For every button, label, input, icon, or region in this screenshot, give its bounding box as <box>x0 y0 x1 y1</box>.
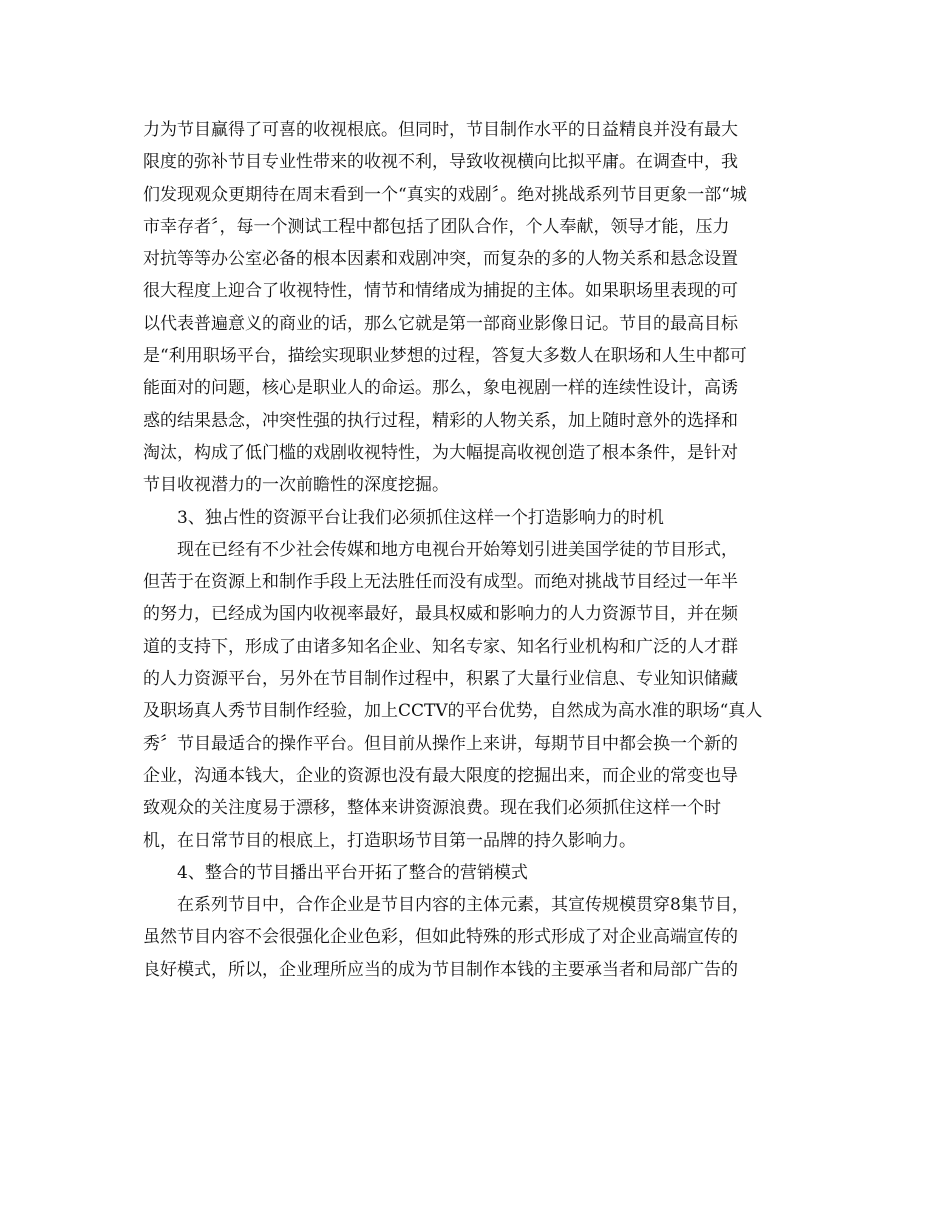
text-line: 良好模式，所以，企业理所应当的成为节目制作本钱的主要承当者和局部广告的 <box>143 959 738 980</box>
text-line: 节目收视潜力的一次前瞻性的深度挖掘。 <box>143 475 449 496</box>
text-line: 淘汰，构成了低门槛的戏剧收视特性，为大幅提高收视创造了根本条件，是针对 <box>143 442 738 463</box>
text-line: 及职场真人秀节目制作经验，加上CCTV的平台优势，自然成为高水准的职场“真人 <box>143 701 763 722</box>
text-line: 的人力资源平台，另外在节目制作过程中，积累了大量行业信息、专业知识储藏 <box>143 669 738 690</box>
text-line: 致观众的关注度易于漂移，整体来讲资源浪费。现在我们必须抓住这样一个时 <box>143 798 721 819</box>
document-body <box>143 114 823 986</box>
text-line: 惑的结果悬念，冲突性强的执行过程，精彩的人物关系，加上随时意外的选择和 <box>143 410 738 431</box>
text-line: 限度的弥补节目专业性带来的收视不利，导致收视横向比拟平庸。在调查中，我 <box>143 152 738 173</box>
text-line: 们发现观众更期待在周末看到一个“真实的戏剧〞。绝对挑战系列节目更象一部“城 <box>143 184 747 205</box>
text-line: 是“利用职场平台，描绘实现职业梦想的过程，答复大多数人在职场和人生中都可 <box>143 346 747 367</box>
text-line: 但苦于在资源上和制作手段上无法胜任而没有成型。而绝对挑战节目经过一年半 <box>143 572 738 593</box>
text-line: 在系列节目中，合作企业是节目内容的主体元素，其宣传规模贯穿8集节目， <box>177 895 749 916</box>
text-line: 道的支持下，形成了由诸多知名企业、知名专家、知名行业机构和广泛的人才群 <box>143 636 738 657</box>
text-line: 3、独占性的资源平台让我们必须抓住这样一个打造影响力的时机 <box>177 507 664 528</box>
text-line: 能面对的问题，核心是职业人的命运。那么，象电视剧一样的连续性设计，高诱 <box>143 378 738 399</box>
text-line: 秀〞节目最适合的操作平台。但目前从操作上来讲，每期节目中都会换一个新的 <box>143 733 738 754</box>
text-line: 很大程度上迎合了收视特性，情节和情绪成为捕捉的主体。如果职场里表现的可 <box>143 281 738 302</box>
text-line: 对抗等等办公室必备的根本因素和戏剧冲突，而复杂的多的人物关系和悬念设置 <box>143 249 738 270</box>
text-line: 4、整合的节目播出平台开拓了整合的营销模式 <box>177 862 528 883</box>
text-line: 的努力，已经成为国内收视率最好，最具权威和影响力的人力资源节目，并在频 <box>143 604 738 625</box>
text-line: 力为节目赢得了可喜的收视根底。但同时，节目制作水平的日益精良并没有最大 <box>143 120 738 140</box>
text-line: 市幸存者〞，每一个测试工程中都包括了团队合作，个人奉献，领导才能，压力 <box>143 216 730 237</box>
text-line: 现在已经有不少社会传媒和地方电视台开始筹划引进美国学徒的节目形式， <box>177 539 738 560</box>
text-line: 机，在日常节目的根底上，打造职场节目第一品牌的持久影响力。 <box>143 830 636 851</box>
text-line: 以代表普遍意义的商业的话，那么它就是第一部商业影像日记。节目的最高目标 <box>143 313 738 334</box>
text-line: 企业，沟通本钱大，企业的资源也没有最大限度的挖掘出来，而企业的常变也导 <box>143 765 738 786</box>
text-line: 虽然节目内容不会很强化企业色彩，但如此特殊的形式形成了对企业高端宣传的 <box>143 927 738 948</box>
